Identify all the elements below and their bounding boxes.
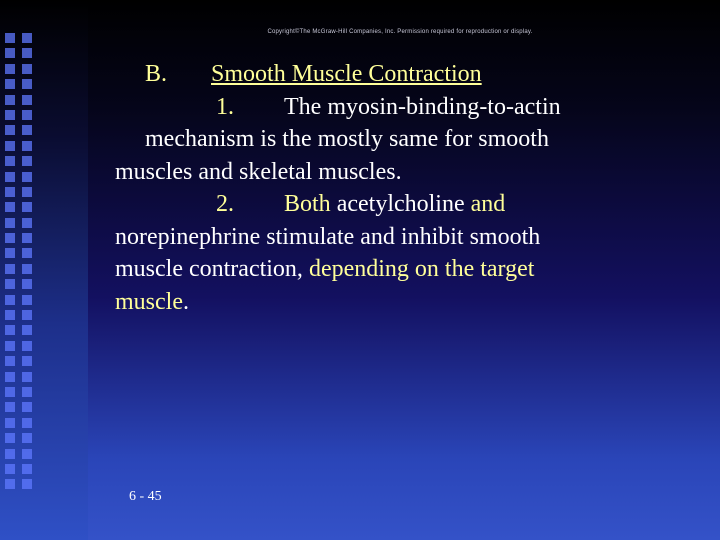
- point-2-line-2: norepinephrine stimulate and inhibit smooth: [115, 223, 541, 250]
- decorative-squares-column: [22, 33, 32, 495]
- decorative-squares-column: [5, 33, 15, 495]
- slide-number: 6 - 45: [129, 489, 162, 504]
- slide-body: [115, 58, 675, 318]
- point-1-number: 1.: [216, 93, 234, 120]
- point-2-number: 2.: [216, 191, 234, 217]
- point-2-line-4: muscle.: [115, 288, 189, 315]
- point-2-line-3: muscle contraction, depending on the target: [115, 256, 535, 282]
- section-heading: [115, 58, 675, 91]
- copyright-notice: Copyright©The McGraw-Hill Companies, Inc. Permission required for reproduction or display.: [267, 29, 533, 35]
- point-1-line-1: 1. The myosin-binding-to-actin: [216, 93, 561, 120]
- left-decorative-strip: [0, 0, 88, 540]
- point-1-line-3: muscles and skeletal muscles.: [115, 158, 402, 185]
- section-title: Smooth Muscle Contraction: [211, 61, 482, 87]
- point-2-line-1: 2. Both acetylcholine and: [216, 191, 506, 217]
- point-1-line-2: mechanism is the mostly same for smooth: [145, 126, 549, 152]
- section-letter: B.: [145, 61, 168, 87]
